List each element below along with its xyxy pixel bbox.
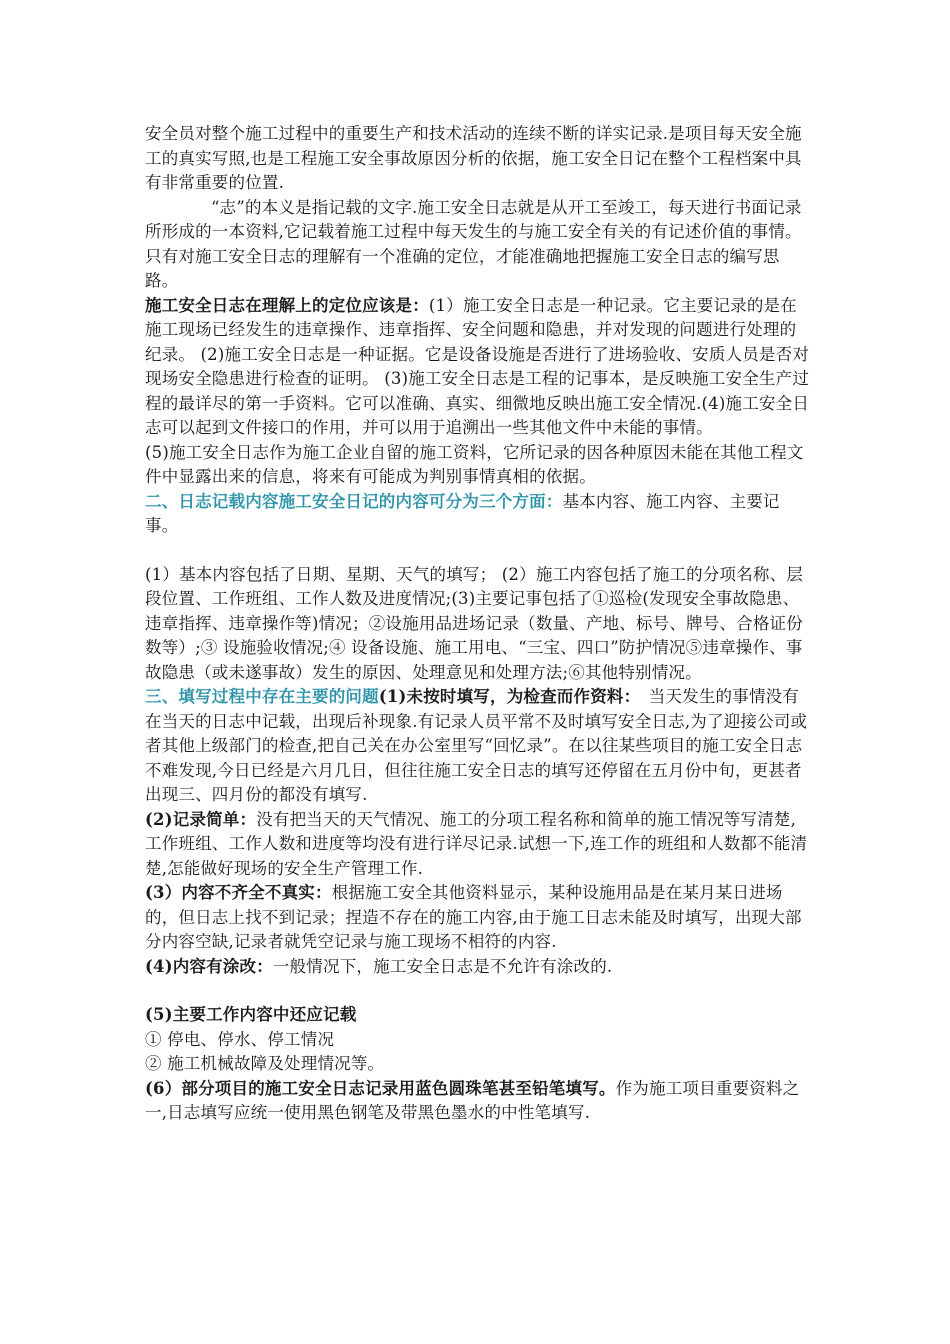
issue-six-heading: (6）部分项目的施工安全日志记录用蓝色圆珠笔甚至铅笔填写。 — [145, 1078, 616, 1098]
issue-one-heading: (1)未按时填写，为检查而作资料： — [378, 687, 633, 706]
paragraph-issue-six — [145, 1077, 810, 1126]
paragraph-intro: 安全员对整个施工过程中的重要生产和技术活动的连续不断的详实记录.是项目每天安全施工的真实写照,也是工程施工安全事故原因分析的依据，施工安全日记在整个工程档案中具有非常重要的位置. — [145, 124, 802, 192]
paragraph-issue-two — [145, 808, 810, 882]
list-item-machinery: ② 施工机械故障及处理情况等。 — [145, 1054, 385, 1073]
paragraph-positioning — [145, 294, 810, 441]
paragraph-issue-five-heading: (5)主要工作内容中还应记载 — [145, 1005, 357, 1024]
issue-two-heading: (2)记录简单： — [145, 809, 257, 829]
issue-three-heading: (3）内容不齐全不真实： — [145, 883, 332, 902]
issue-three-text: 根据施工安全其他资料显示，某种设施用品是在某月某日进场的，但日志上找不到记录；捏造不存在的施工内容,由于施工日志未能及时填写，出现大部分内容空缺,记录者就凭空记录与施工现场不相符的内容. — [145, 883, 802, 951]
issue-six-text: 作为施工项目重要资料之一,日志填写应统一使用黑色钢笔及带黑色墨水的中性笔填写. — [145, 1078, 800, 1122]
issue-one-text: 当天发生的事情没有在当天的日志中记载，出现后补现象.有记录人员平常不及时填写安全日志,为了迎接公司或者其他上级部门的检查,把自己关在办公室里写“回忆录”。在以往某些项目的施工安全日志不难发现,今日已经是六月几日，但往往施工安全日志的填写还停留在五月份中旬，更甚者出现三、四月份的都没有填写. — [145, 687, 808, 804]
spacer — [145, 979, 810, 1003]
paragraph-section-two — [145, 490, 810, 539]
paragraph-contents: (1）基本内容包括了日期、星期、天气的填写； (2）施工内容包括了施工的分项名称、层段位置、工作班组、工作人数及进度情况;(3)主要记事包括了①巡检(发现安全事故隐患、违章指挥、违章操作等)情况；②设施用品进场记录（数量、产地、标号、牌号、合格证份数等）;③ 设施验收情况;④ 设备设施、施工用电、“三宝、四口”防护情况⑤违章操作、事故隐患（或未遂事故）发生的原因、处理意见和处理方法;⑥其他特别情况。 — [145, 564, 804, 682]
paragraph-definition: “志”的本义是指记载的文字.施工安全日志就是从开工至竣工，每天进行书面记录所形成的一本资料,它记载着施工过程中每天发生的与施工安全有关的有记述价值的事情。只有对施工安全日志的理解有一个准确的定位，才能准确地把握施工安全日志的编写思路。 — [145, 197, 802, 290]
issue-four-heading: (4)内容有涂改： — [145, 956, 273, 976]
paragraph-section-three — [145, 685, 810, 808]
positioning-heading: 施工安全日志在理解上的定位应该是： — [145, 295, 429, 315]
paragraph-issue-three — [145, 881, 810, 955]
positioning-text: (1）施工安全日志是一种记录。它主要记录的是在施工现场已经发生的违章操作、违章指挥、安全问题和隐患，并对发现的问题进行处理的纪录。 (2)施工安全日志是一种证据。它是设备设施是否进行了进场验收、安质人员是否对现场安全隐患进行检查的证明。 (3)施工安全日志是工程的记事本，是反映施工安全生产过程的最详尽的第一手资料。它可以准确、真实、细微地反映出施工安全情况.(4)施工安全日志可以起到文件接口的作用，并可以用于追溯出一些其他文件中未能的事情。 — [145, 295, 810, 437]
section-three-heading: 三、填写过程中存在主要的问题 — [145, 687, 379, 706]
paragraph-issue-four — [145, 955, 810, 980]
section-two-heading: 二、日志记载内容施工安全日记的内容可分为三个方面： — [145, 491, 563, 511]
document-body — [145, 122, 810, 1126]
issue-two-text: 没有把当天的天气情况、施工的分项工程名称和简单的施工情况等写清楚,工作班组、工作人数和进度等均没有进行详尽记录.试想一下,连工作的班组和人数都不能清楚,怎能做好现场的安全生产管理工作. — [145, 809, 808, 878]
issue-four-text: 一般情况下，施工安全日志是不允许有涂改的. — [272, 956, 613, 976]
spacer — [145, 539, 810, 563]
list-item-power-water: ① 停电、停水、停工情况 — [145, 1029, 335, 1049]
paragraph-evidence: (5)施工安全日志作为施工企业自留的施工资料，它所记录的因各种原因未能在其他工程文件中显露出来的信息，将来有可能成为判别事情真相的依据。 — [145, 442, 804, 486]
section-two-text: 基本内容、施工内容、主要记事。 — [145, 491, 780, 535]
